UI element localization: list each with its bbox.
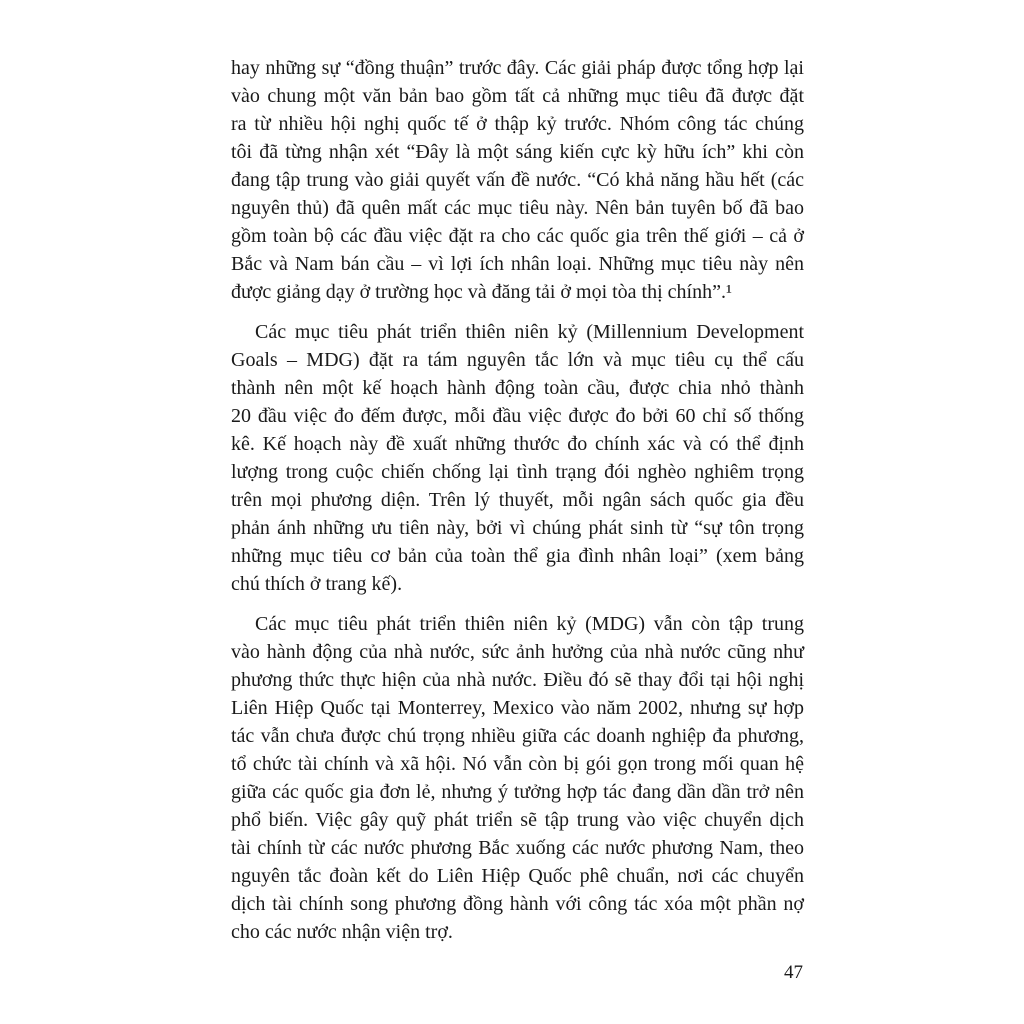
paragraph-2 (231, 318, 804, 598)
text-line: phản ánh những ưu tiên này, bởi vì chúng phát sinh từ “sự tôn trọng (231, 517, 804, 539)
text-line: được giảng dạy ở trường học và đăng tải ở mọi tòa thị chính”.¹ (231, 281, 732, 303)
text-line: tài chính từ các nước phương Bắc xuống các nước phương Nam, theo (231, 837, 804, 859)
text-line: Goals – MDG) đặt ra tám nguyên tắc lớn và mục tiêu cụ thể cấu (231, 349, 804, 371)
text-line: nguyên tắc đoàn kết do Liên Hiệp Quốc phê chuẩn, nơi các chuyển (231, 865, 804, 887)
paragraph-spacer (231, 598, 804, 610)
text-line: trên mọi phương diện. Trên lý thuyết, mỗi ngân sách quốc gia đều (231, 489, 804, 511)
text-line: phương thức thực hiện của nhà nước. Điều đó sẽ thay đổi tại hội nghị (231, 669, 804, 691)
text-line: vào hành động của nhà nước, sức ảnh hưởng của nhà nước cũng như (231, 641, 804, 663)
text-line: lượng trong cuộc chiến chống lại tình trạng đói nghèo nghiêm trọng (231, 461, 804, 483)
text-line: những mục tiêu cơ bản của toàn thể gia đình nhân loại” (xem bảng (231, 545, 804, 567)
text-line: thành nên một kế hoạch hành động toàn cầu, được chia nhỏ thành (231, 377, 804, 399)
paragraph-3 (231, 610, 804, 946)
paragraph-1 (231, 54, 804, 306)
text-line: Các mục tiêu phát triển thiên niên kỷ (MDG) vẫn còn tập trung (255, 613, 804, 635)
text-line: Các mục tiêu phát triển thiên niên kỷ (Millennium Development (255, 321, 804, 343)
text-line: phổ biến. Việc gây quỹ phát triển sẽ tập trung vào việc chuyển dịch (231, 809, 804, 831)
text-line: đang tập trung vào giải quyết vấn đề nước. “Có khả năng hầu hết (các (231, 169, 804, 191)
text-line: tôi đã từng nhận xét “Đây là một sáng kiến cực kỳ hữu ích” khi còn (231, 141, 804, 163)
text-line: tác vẫn chưa được chú trọng nhiều giữa các doanh nghiệp đa phương, (231, 725, 804, 747)
text-line: ra từ nhiều hội nghị quốc tế ở thập kỷ trước. Nhóm công tác chúng (231, 113, 804, 135)
text-line: Liên Hiệp Quốc tại Monterrey, Mexico vào năm 2002, nhưng sự hợp (231, 697, 804, 719)
text-line: nguyên thủ) đã quên mất các mục tiêu này. Nên bản tuyên bố đã bao (231, 197, 804, 219)
page-number: 47 (784, 962, 803, 983)
text-line: vào chung một văn bản bao gồm tất cả những mục tiêu đã được đặt (231, 85, 804, 107)
text-line: hay những sự “đồng thuận” trước đây. Các giải pháp được tổng hợp lại (231, 57, 804, 79)
text-line: dịch tài chính song phương đồng hành với công tác xóa một phần nợ (231, 893, 804, 915)
text-line: cho các nước nhận viện trợ. (231, 921, 453, 943)
text-line: 20 đầu việc đo đếm được, mỗi đầu việc được đo bởi 60 chỉ số thống (231, 405, 804, 427)
text-line: Bắc và Nam bán cầu – vì lợi ích nhân loại. Những mục tiêu này nên (231, 253, 804, 275)
text-line: tổ chức tài chính và xã hội. Nó vẫn còn bị gói gọn trong mối quan hệ (231, 753, 804, 775)
text-line: giữa các quốc gia đơn lẻ, nhưng ý tưởng hợp tác đang dần dần trở nên (231, 781, 804, 803)
paragraph-spacer (231, 306, 804, 318)
text-line: gồm toàn bộ các đầu việc đặt ra cho các quốc gia trên thế giới – cả ở (231, 225, 804, 247)
text-line: kê. Kế hoạch này đề xuất những thước đo chính xác và có thể định (231, 433, 804, 455)
text-line: chú thích ở trang kế). (231, 573, 403, 595)
body-text (231, 54, 804, 946)
